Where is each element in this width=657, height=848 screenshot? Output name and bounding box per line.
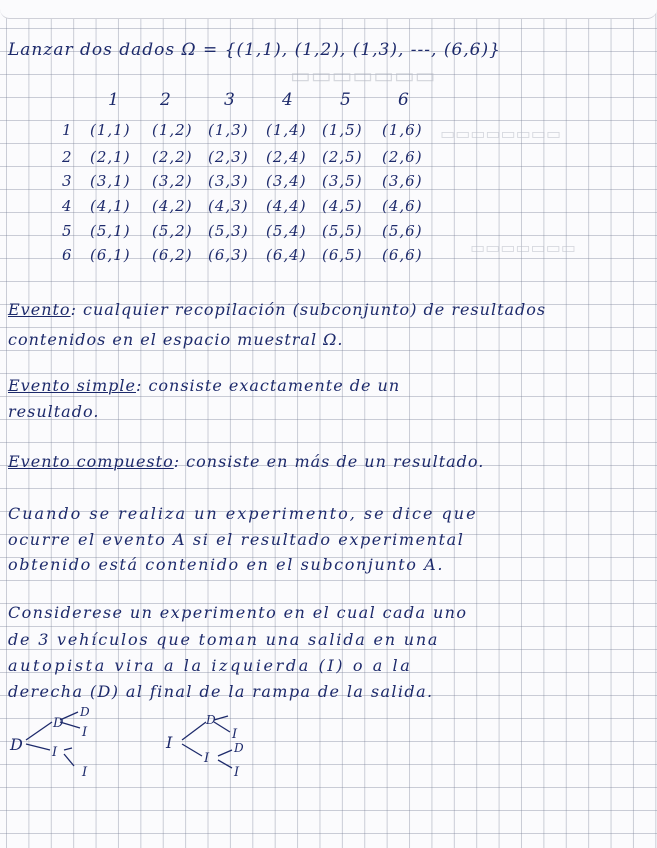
table-cell: (5,1) [90,222,131,240]
tree-node: I [204,751,210,766]
table-row-label: 3 [62,172,73,190]
tree-node: I [82,725,88,740]
tree-node: I [52,745,58,760]
tree-node: D [80,705,90,719]
table-col-header: 1 [108,90,120,110]
tree-diagram-right [150,700,290,790]
table-cell: (5,5) [322,222,363,240]
table-col-header: 5 [340,90,352,110]
table-cell: (2,4) [266,148,307,166]
tree-node: I [234,765,240,780]
tree-node: D [53,716,64,731]
table-cell: (5,6) [382,222,423,240]
definition-text: : consiste exactamente de un [135,376,401,395]
paragraph-cuando-line: Cuando se realiza un experimento, se dice que [8,504,478,523]
table-cell: (5,4) [266,222,307,240]
table-cell: (3,3) [208,172,249,190]
paragraph-considerese-line: autopista vira a la izquierda (I) o a la [8,656,413,675]
table-cell: (3,6) [382,172,423,190]
table-cell: (3,4) [266,172,307,190]
definition-text: : consiste en más de un resultado. [173,452,485,471]
table-cell: (1,6) [382,121,423,139]
table-cell: (5,3) [208,222,249,240]
tree-node: I [166,733,173,752]
table-cell: (3,5) [322,172,363,190]
table-cell: (1,5) [322,121,363,139]
table-cell: (6,4) [266,246,307,264]
bleed-through-mark: ▭▭▭▭▭▭▭ [470,238,576,257]
table-cell: (2,6) [382,148,423,166]
table-cell: (6,6) [382,246,423,264]
table-cell: (1,4) [266,121,307,139]
tree-node: I [82,765,88,780]
paragraph-considerese-line: Considerese un experimento en el cual cada uno [8,603,468,622]
sample-space-heading: Lanzar dos dados Ω = {(1,1), (1,2), (1,3), ---, (6,6)} [8,40,501,60]
table-cell: (4,6) [382,197,423,215]
paragraph-considerese-line: de 3 vehículos que toman una salida en una [8,630,440,649]
table-cell: (4,5) [322,197,363,215]
table-cell: (4,1) [90,197,131,215]
table-row-label: 4 [62,197,73,215]
table-col-header: 2 [160,90,172,110]
table-cell: (1,3) [208,121,249,139]
paragraph-cuando-line: obtenido está contenido en el subconjunto A. [8,555,445,574]
bleed-through-mark: ▭▭▭▭▭▭▭ [290,64,436,89]
definition-evento-simple [8,376,400,395]
tree-node: I [232,727,238,742]
table-cell: (1,1) [90,121,131,139]
table-cell: (5,2) [152,222,193,240]
tree-node: D [10,735,23,754]
definition-text: : cualquier recopilación (subconjunto) de resultados [70,300,547,319]
table-cell: (6,3) [208,246,249,264]
table-row-label: 6 [62,246,73,264]
table-row-label: 2 [62,148,73,166]
paragraph-considerese-line: derecha (D) al final de la rampa de la salida. [8,682,434,701]
definition-evento-simple-cont: resultado. [8,402,100,421]
page-top-edge [0,0,657,19]
definition-evento [8,300,546,319]
table-cell: (2,1) [90,148,131,166]
tree-diagram-left [0,700,140,790]
table-cell: (4,4) [266,197,307,215]
table-cell: (2,2) [152,148,193,166]
definition-evento-cont: contenidos en el espacio muestral Ω. [8,330,344,349]
term-evento-simple: Evento simple [8,376,136,395]
table-col-header: 4 [282,90,294,110]
table-cell: (2,3) [208,148,249,166]
table-cell: (3,2) [152,172,193,190]
table-cell: (4,2) [152,197,193,215]
table-cell: (6,5) [322,246,363,264]
table-cell: (6,1) [90,246,131,264]
table-col-header: 3 [224,90,236,110]
table-col-header: 6 [398,90,410,110]
term-evento-compuesto: Evento compuesto [8,452,174,471]
table-cell: (6,2) [152,246,193,264]
table-row-label: 5 [62,222,73,240]
term-evento: Evento [8,300,71,319]
table-cell: (2,5) [322,148,363,166]
tree-node: D [234,741,244,755]
table-cell: (3,1) [90,172,131,190]
table-row-label: 1 [62,121,73,139]
definition-evento-compuesto [8,452,484,471]
table-cell: (4,3) [208,197,249,215]
tree-node: D [206,713,216,727]
table-cell: (1,2) [152,121,193,139]
paragraph-cuando-line: ocurre el evento A si el resultado experimental [8,530,465,549]
bleed-through-mark: ▭▭▭▭▭▭▭▭ [440,124,561,143]
